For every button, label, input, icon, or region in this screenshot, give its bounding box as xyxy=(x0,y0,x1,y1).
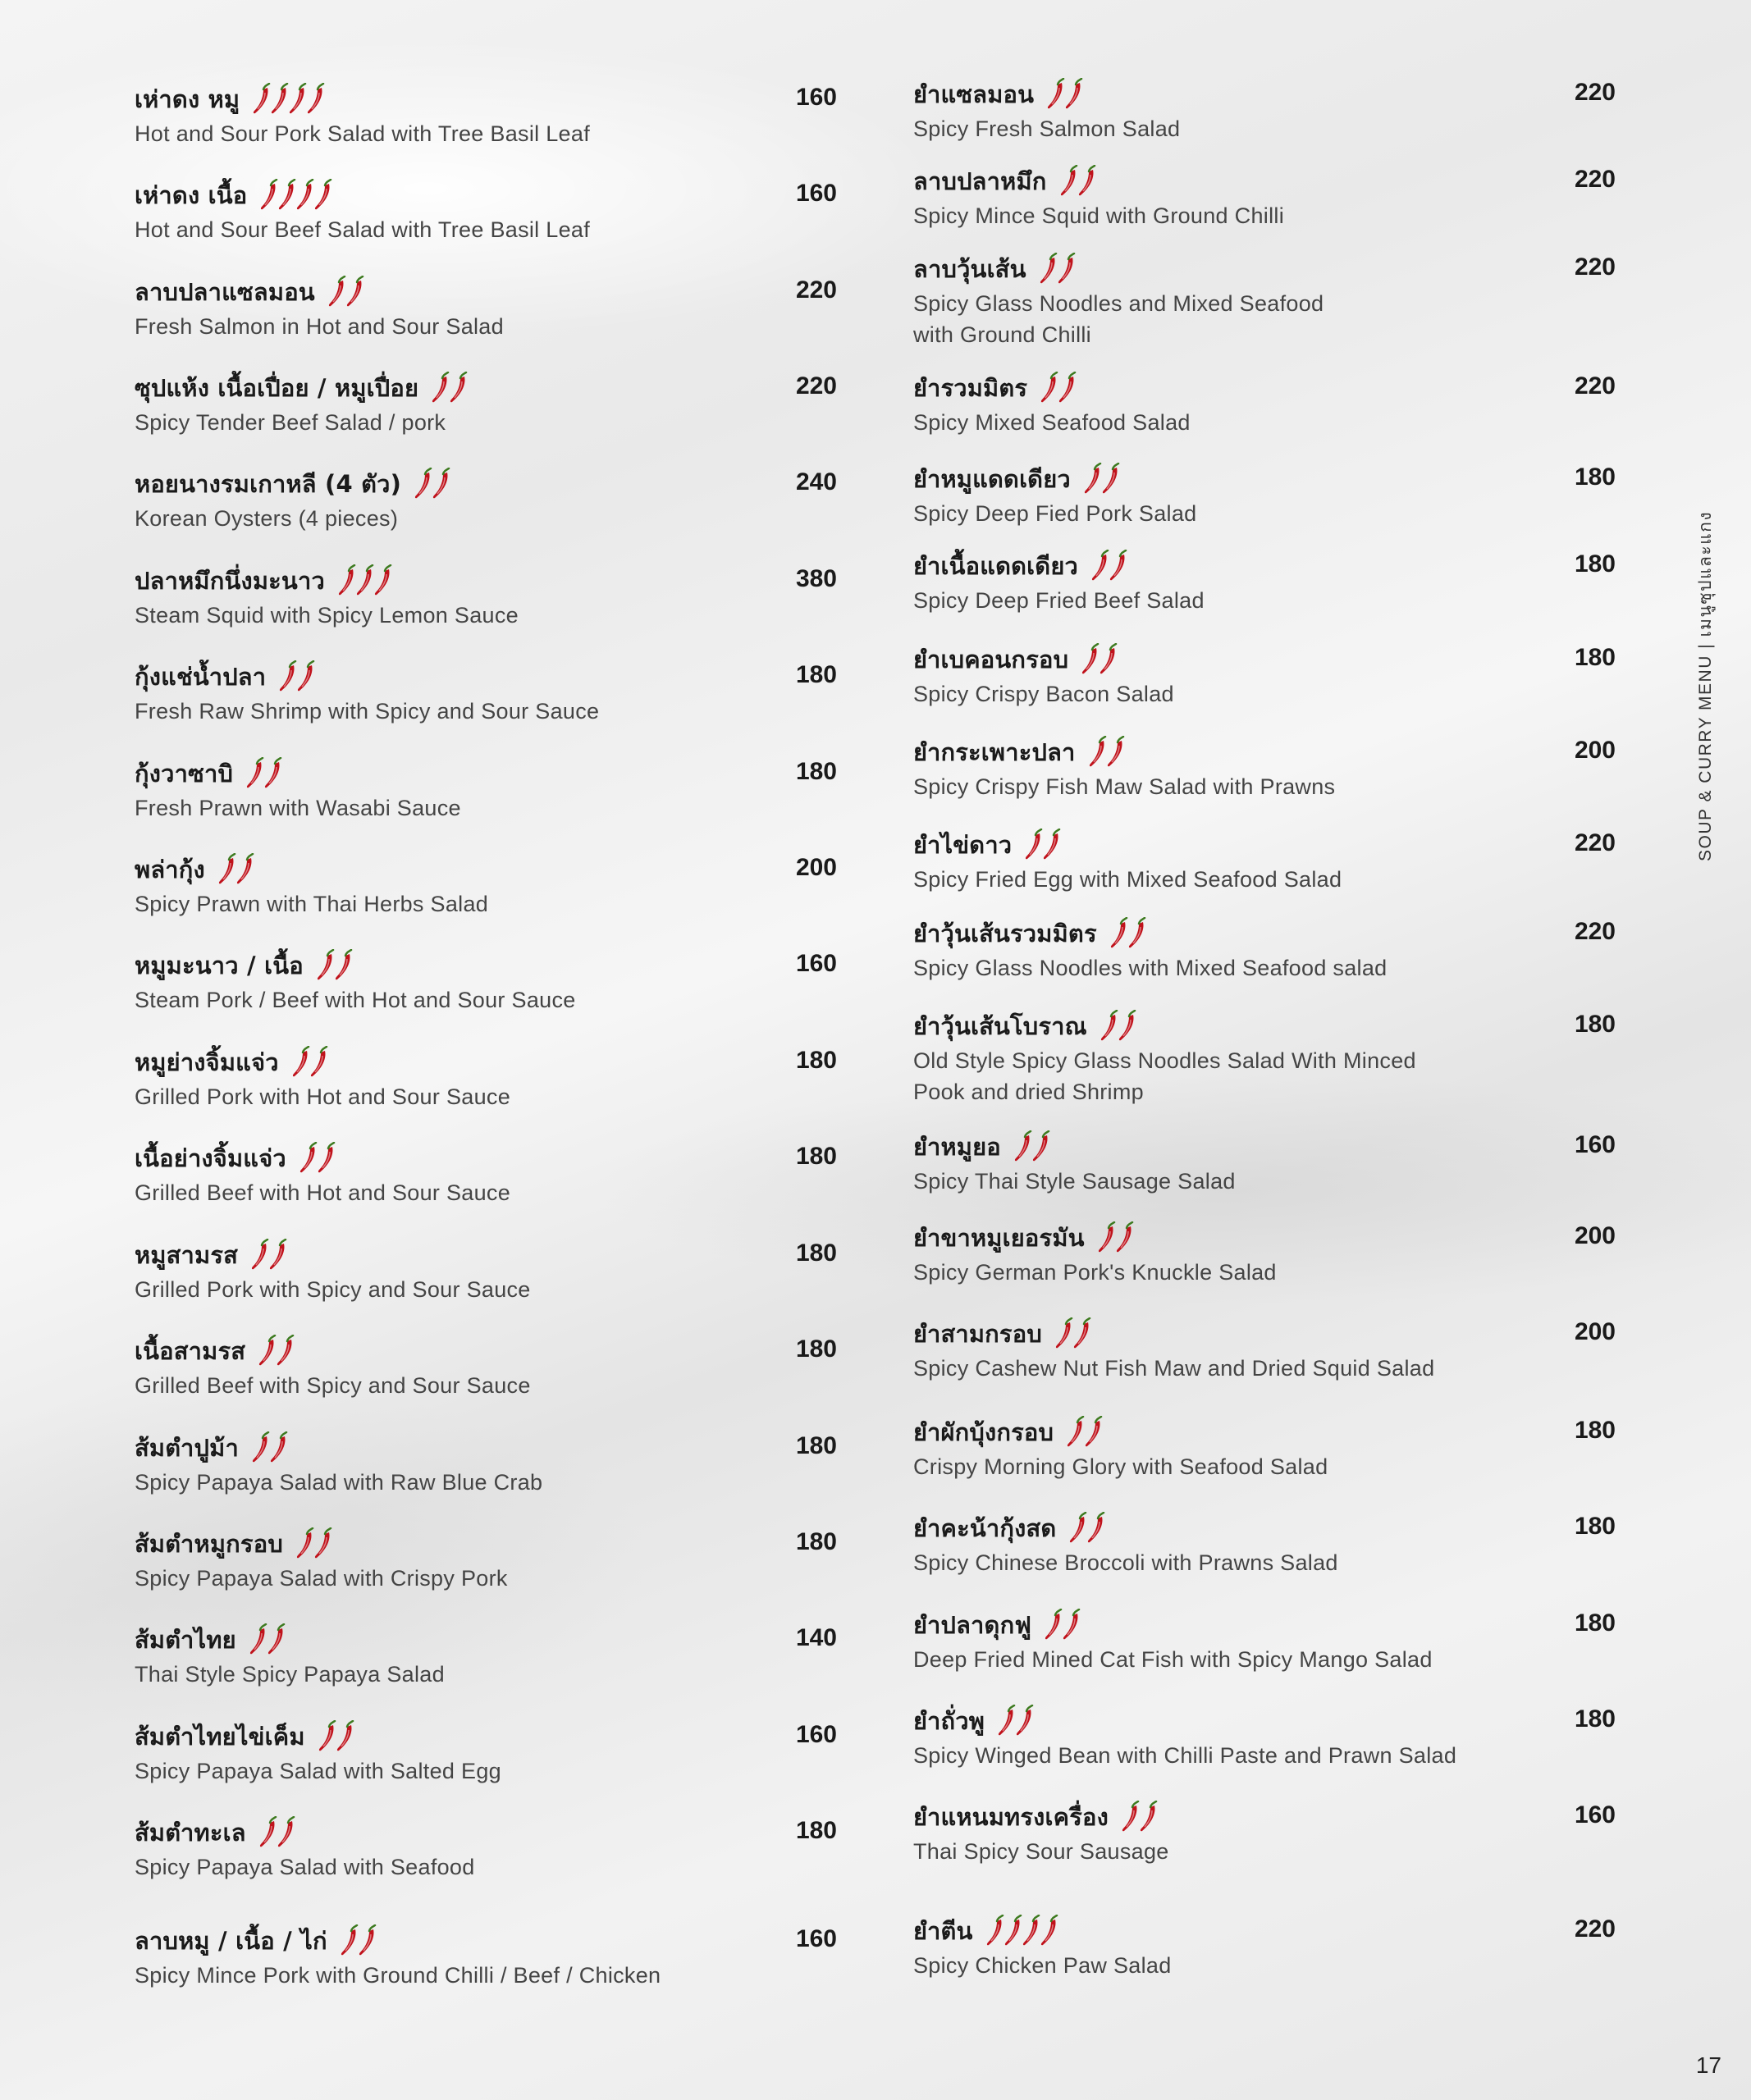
menu-item-thai-name: ยำแซลมอน xyxy=(913,80,1035,108)
menu-item-name-line xyxy=(135,1043,837,1081)
menu-item-name-line xyxy=(135,1525,837,1563)
menu-item-name-line xyxy=(913,1509,1616,1547)
menu-item-name-line xyxy=(135,1621,837,1659)
menu-item-english-description: Fresh Raw Shrimp with Spicy and Sour Sauce xyxy=(135,699,600,724)
spice-level-indicator xyxy=(1043,1609,1079,1641)
menu-item-english-description: Steam Squid with Spicy Lemon Sauce xyxy=(135,603,519,628)
menu-item-name-line xyxy=(913,1128,1616,1166)
menu-item-thai-name: เนื้อย่างจิ้มแจ่ว xyxy=(135,1144,286,1172)
spice-level-indicator xyxy=(1038,253,1074,285)
chili-icon xyxy=(305,83,327,116)
menu-item-name-line xyxy=(135,658,837,696)
chili-icon xyxy=(1072,1317,1093,1350)
menu-item xyxy=(913,1219,1616,1288)
menu-item-english-description: Spicy Mince Squid with Ground Chilli xyxy=(913,203,1284,228)
chili-icon xyxy=(1098,643,1119,676)
chili-icon xyxy=(313,179,334,212)
menu-item-english-description: Fresh Prawn with Wasabi Sauce xyxy=(135,796,461,820)
menu-item-name-line xyxy=(135,851,837,888)
menu-item-price: 240 xyxy=(795,468,837,495)
menu-item-english-description: Spicy Thai Style Sausage Salad xyxy=(913,1169,1236,1194)
menu-item xyxy=(913,641,1616,710)
menu-item xyxy=(135,1621,837,1690)
menu-item-english-description: Grilled Beef with Hot and Sour Sauce xyxy=(135,1180,511,1205)
menu-item-price: 220 xyxy=(1574,1915,1616,1942)
menu-item-english-description: Spicy Fresh Salmon Salad xyxy=(913,116,1181,141)
menu-item-price: 180 xyxy=(1574,463,1616,491)
menu-item-thai-name: ยำกระเพาะปลา xyxy=(913,738,1076,766)
menu-item-thai-name: ยำหมูยอ xyxy=(913,1133,1001,1161)
menu-item-price: 180 xyxy=(795,1239,837,1267)
menu-item-price: 180 xyxy=(795,1432,837,1459)
menu-item-price: 220 xyxy=(1574,166,1616,193)
chili-icon xyxy=(1117,1010,1138,1043)
menu-item-english-description: Grilled Pork with Spicy and Sour Sauce xyxy=(135,1277,531,1302)
menu-item-name-line xyxy=(913,1606,1616,1644)
menu-item xyxy=(913,250,1616,350)
menu-item-price: 180 xyxy=(795,1817,837,1844)
menu-item-english-description: Spicy Deep Fried Beef Salad xyxy=(913,588,1205,613)
menu-item-english-description: Spicy Deep Fied Pork Salad xyxy=(913,501,1197,526)
menu-item-name-line xyxy=(135,1922,837,1960)
menu-item xyxy=(913,369,1616,438)
menu-item-price: 180 xyxy=(1574,1609,1616,1637)
menu-item-price: 200 xyxy=(1574,1318,1616,1345)
menu-item-name-line xyxy=(135,947,837,984)
menu-item-name-line xyxy=(913,641,1616,678)
menu-item-thai-name: เห่าดง หมู xyxy=(135,85,240,113)
spice-level-indicator xyxy=(217,853,253,886)
chili-icon xyxy=(275,1335,296,1367)
menu-item-thai-name: กุ้งแช่น้ำปลา xyxy=(135,663,267,691)
menu-item-name-line xyxy=(135,80,837,118)
menu-item-price: 200 xyxy=(1574,737,1616,764)
menu-item xyxy=(135,273,837,342)
menu-item-thai-name: ยำตีน xyxy=(913,1917,973,1945)
chili-icon xyxy=(1061,1609,1082,1641)
menu-item-english-description: Spicy Crispy Bacon Salad xyxy=(913,682,1174,706)
chili-icon xyxy=(268,1431,290,1464)
menu-item-thai-name: ลาบวุ้นเส้น xyxy=(913,255,1026,283)
menu-item-thai-name: เห่าดง เนื้อ xyxy=(135,181,248,209)
spice-level-indicator xyxy=(996,1705,1032,1737)
menu-item-english-description: Spicy Mince Pork with Ground Chilli / Beef / Chicken xyxy=(135,1963,661,1988)
menu-item-english-description: Spicy Cashew Nut Fish Maw and Dried Squid Salad xyxy=(913,1356,1435,1381)
menu-item-thai-name: ปลาหมึกนึ่งมะนาว xyxy=(135,567,325,595)
menu-item-thai-name: หมูย่างจิ้มแจ่ว xyxy=(135,1048,279,1076)
menu-item-price: 220 xyxy=(795,372,837,399)
menu-item-thai-name: หอยนางรมเกาหลี (4 ตัว) xyxy=(135,470,402,498)
spice-level-indicator xyxy=(249,1239,286,1271)
menu-item-thai-name: ลาบหมู / เนื้อ / ไก่ xyxy=(135,1927,327,1955)
chili-icon xyxy=(1083,1416,1104,1449)
menu-item-name-line xyxy=(135,369,837,407)
chili-icon xyxy=(357,1924,378,1957)
menu-item-price: 220 xyxy=(1574,372,1616,399)
menu-item xyxy=(135,1236,837,1305)
menu-item-price: 180 xyxy=(1574,1705,1616,1732)
menu-item-thai-name: ยำถั่วพู xyxy=(913,1707,985,1735)
menu-item-english-description: Crispy Morning Glory with Seafood Salad xyxy=(913,1454,1328,1479)
menu-item-thai-name: กุ้งวาซาบิ xyxy=(135,760,234,788)
menu-item-english-description: Spicy Chinese Broccoli with Prawns Salad xyxy=(913,1550,1338,1575)
menu-item-price: 180 xyxy=(1574,1011,1616,1038)
menu-item-thai-name: ยำคะน้ากุ้งสด xyxy=(913,1514,1057,1542)
spice-level-indicator xyxy=(1039,372,1075,404)
spice-level-indicator xyxy=(327,276,363,308)
menu-item-english-description: Thai Spicy Sour Sausage xyxy=(913,1839,1169,1864)
spice-level-indicator xyxy=(257,1335,293,1367)
menu-item-price: 140 xyxy=(795,1624,837,1651)
spice-level-indicator xyxy=(430,372,466,404)
menu-item xyxy=(913,1912,1616,1981)
menu-item-name-line xyxy=(135,1429,837,1467)
menu-item-price: 160 xyxy=(1574,1801,1616,1828)
menu-item-name-line xyxy=(913,1315,1616,1353)
spice-level-indicator xyxy=(1054,1317,1090,1350)
spice-level-indicator xyxy=(336,564,391,597)
menu-item-english-description: Pook and dried Shrimp xyxy=(913,1080,1144,1104)
spice-level-indicator xyxy=(1013,1130,1049,1163)
menu-item xyxy=(135,851,837,920)
menu-item-name-line xyxy=(913,547,1616,585)
menu-item-thai-name: ส้มตำปูม้า xyxy=(135,1434,239,1462)
menu-item-english-description: Hot and Sour Pork Salad with Tree Basil Leaf xyxy=(135,121,590,146)
menu-item-english-description: Steam Pork / Beef with Hot and Sour Sauce xyxy=(135,988,576,1012)
menu-item xyxy=(913,1606,1616,1675)
menu-item-english-description: Spicy Winged Bean with Chilli Paste and Prawn Salad xyxy=(913,1743,1457,1768)
menu-item-name-line xyxy=(913,369,1616,407)
menu-item-price: 180 xyxy=(795,1528,837,1555)
menu-item-thai-name: ยำไข่ดาว xyxy=(913,831,1013,859)
menu-item-thai-name: ยำผักบุ้งกรอบ xyxy=(913,1418,1054,1446)
chili-icon xyxy=(276,1816,297,1849)
spice-level-indicator xyxy=(295,1527,331,1560)
menu-item xyxy=(913,460,1616,529)
chili-icon xyxy=(1041,829,1063,861)
menu-item-price: 160 xyxy=(1574,1131,1616,1158)
menu-item-english-description: Spicy German Pork's Knuckle Salad xyxy=(913,1260,1277,1285)
menu-item-name-line xyxy=(135,1814,837,1851)
menu-item xyxy=(913,1798,1616,1867)
spice-level-indicator xyxy=(413,468,449,500)
spice-level-indicator xyxy=(298,1142,334,1175)
menu-item-thai-name: ยำหมูแดดเดียว xyxy=(913,465,1071,493)
menu-item-name-line xyxy=(913,915,1616,952)
menu-item-english-description: Spicy Papaya Salad with Seafood xyxy=(135,1855,475,1879)
menu-item-name-line xyxy=(135,176,837,214)
chili-icon xyxy=(235,853,256,886)
menu-item xyxy=(135,1429,837,1498)
menu-item-thai-name: ลาบปลาแซลมอน xyxy=(135,278,315,306)
spice-level-indicator xyxy=(317,1720,353,1753)
menu-item xyxy=(135,1814,837,1883)
menu-item xyxy=(135,947,837,1016)
menu-item xyxy=(913,547,1616,616)
menu-item-name-line xyxy=(913,1912,1616,1950)
menu-item xyxy=(135,176,837,245)
menu-item-price: 180 xyxy=(795,1143,837,1170)
spice-level-indicator xyxy=(1058,165,1095,198)
menu-item-thai-name: ยำขาหมูเยอรมัน xyxy=(913,1224,1085,1252)
menu-item-name-line xyxy=(135,273,837,311)
menu-item-thai-name: พล่ากุ้ง xyxy=(135,856,205,883)
menu-item-name-line xyxy=(913,1219,1616,1257)
menu-item-thai-name: ยำเบคอนกรอบ xyxy=(913,646,1069,673)
menu-item-english-description: Spicy Glass Noodles with Mixed Seafood salad xyxy=(913,956,1388,980)
menu-item xyxy=(135,562,837,631)
menu-item xyxy=(135,80,837,149)
menu-item-english-description: Spicy Glass Noodles and Mixed Seafood xyxy=(913,291,1324,316)
spice-level-indicator xyxy=(250,1431,286,1464)
menu-item-thai-name: ส้มตำหมูกรอบ xyxy=(135,1530,283,1558)
menu-item-price: 160 xyxy=(795,950,837,977)
spice-level-indicator xyxy=(1080,643,1116,676)
menu-item-english-description: Spicy Papaya Salad with Salted Egg xyxy=(135,1759,501,1783)
spice-level-indicator xyxy=(1109,917,1145,950)
menu-item xyxy=(135,369,837,438)
menu-item-thai-name: หมูสามรส xyxy=(135,1241,239,1269)
menu-item-thai-name: ยำรวมมิตร xyxy=(913,374,1028,402)
chili-icon xyxy=(1077,165,1098,198)
spice-level-indicator xyxy=(1045,78,1081,111)
menu-item xyxy=(913,1702,1616,1771)
chili-icon xyxy=(333,949,354,982)
menu-item-thai-name: ส้มตำไทยไข่เค็ม xyxy=(135,1723,305,1751)
spice-level-indicator xyxy=(1090,550,1126,582)
spice-level-indicator xyxy=(1023,829,1059,861)
menu-item-price: 200 xyxy=(795,854,837,881)
chili-icon xyxy=(316,1142,337,1175)
menu-item-name-line xyxy=(913,1798,1616,1836)
menu-item xyxy=(913,826,1616,895)
chili-icon xyxy=(1031,1130,1052,1163)
menu-item-english-description: Spicy Chicken Paw Salad xyxy=(913,1953,1172,1978)
chili-icon xyxy=(373,564,394,597)
menu-item-thai-name: ยำวุ้นเส้นโบราณ xyxy=(913,1012,1087,1040)
menu-item-price: 160 xyxy=(795,84,837,111)
spice-level-indicator xyxy=(985,1915,1057,1947)
menu-item xyxy=(135,465,837,534)
menu-item-thai-name: ยำเนื้อแดดเดียว xyxy=(913,552,1079,580)
menu-item-english-description: Spicy Papaya Salad with Raw Blue Crab xyxy=(135,1470,543,1495)
menu-item-thai-name: ยำปลาดุกฟู xyxy=(913,1611,1032,1639)
menu-item xyxy=(913,1007,1616,1107)
chili-icon xyxy=(309,1046,330,1079)
chili-icon xyxy=(1057,372,1078,404)
menu-item xyxy=(913,1413,1616,1482)
menu-item-name-line xyxy=(913,250,1616,288)
menu-item-thai-name: ซุปแห้ง เนื้อเปื่อย / หมูเปื่อย xyxy=(135,374,419,402)
menu-item-price: 180 xyxy=(795,1047,837,1074)
spice-level-indicator xyxy=(339,1924,375,1957)
menu-item-name-line xyxy=(135,1718,837,1755)
chili-icon xyxy=(1063,78,1085,111)
menu-item-thai-name: ยำแหนมทรงเครื่อง xyxy=(913,1803,1109,1831)
menu-item-english-description: Spicy Papaya Salad with Crispy Pork xyxy=(135,1566,508,1591)
menu-item-name-line xyxy=(135,755,837,792)
menu-item xyxy=(913,162,1616,231)
menu-item-price: 180 xyxy=(1574,644,1616,671)
spice-level-indicator xyxy=(1096,1221,1132,1254)
menu-item-thai-name: ยำวุ้นเส้นรวมมิตร xyxy=(913,920,1097,947)
spice-level-indicator xyxy=(277,660,313,693)
spice-level-indicator xyxy=(258,1816,294,1849)
chili-icon xyxy=(1100,463,1122,495)
menu-item-thai-name: ส้มตำทะเล xyxy=(135,1819,246,1847)
menu-item xyxy=(913,1128,1616,1197)
chili-icon xyxy=(345,276,366,308)
menu-item-english-description: with Ground Chilli xyxy=(913,322,1091,347)
menu-item-price: 160 xyxy=(795,1721,837,1748)
menu-item xyxy=(913,1509,1616,1578)
chili-icon xyxy=(295,660,317,693)
menu-item-name-line xyxy=(913,1413,1616,1451)
menu-item-price: 180 xyxy=(795,758,837,785)
menu-item-name-line xyxy=(913,75,1616,113)
menu-item xyxy=(913,75,1616,144)
menu-item-price: 160 xyxy=(795,180,837,207)
chili-icon xyxy=(1086,1512,1107,1545)
menu-item-name-line xyxy=(913,162,1616,200)
menu-item xyxy=(913,1315,1616,1384)
menu-item-thai-name: ยำสามกรอบ xyxy=(913,1320,1042,1348)
menu-item-english-description: Spicy Fried Egg with Mixed Seafood Salad xyxy=(913,867,1342,892)
spice-level-indicator xyxy=(1068,1512,1104,1545)
menu-item-price: 180 xyxy=(1574,1417,1616,1444)
menu-item-price: 220 xyxy=(1574,829,1616,856)
chili-icon xyxy=(1138,1801,1159,1833)
chili-icon xyxy=(1114,1221,1136,1254)
menu-item-english-description: Spicy Crispy Fish Maw Salad with Prawns xyxy=(913,774,1336,799)
menu-item-english-description: Spicy Prawn with Thai Herbs Salad xyxy=(135,892,489,916)
chili-icon xyxy=(263,757,284,790)
page-number: 17 xyxy=(1695,2052,1721,2078)
spice-level-indicator xyxy=(1087,736,1123,769)
menu-item xyxy=(135,1718,837,1787)
spice-level-indicator xyxy=(1099,1010,1135,1043)
menu-item-english-description: Old Style Spicy Glass Noodles Salad With Minced xyxy=(913,1048,1416,1073)
menu-item-name-line xyxy=(135,1332,837,1370)
menu-item-english-description: Spicy Tender Beef Salad / pork xyxy=(135,410,446,435)
section-side-label: SOUP & CURRY MENU | เมนูซุปและแกง xyxy=(1696,510,1715,861)
menu-item-price: 180 xyxy=(795,1335,837,1363)
menu-item xyxy=(135,1332,837,1401)
chili-icon xyxy=(1014,1705,1036,1737)
menu-item-name-line xyxy=(135,1236,837,1274)
spice-level-indicator xyxy=(251,83,323,116)
chili-icon xyxy=(1039,1915,1060,1947)
menu-item-name-line xyxy=(135,1139,837,1177)
menu-item-english-description: Hot and Sour Beef Salad with Tree Basil Leaf xyxy=(135,217,591,242)
menu-item-english-description: Thai Style Spicy Papaya Salad xyxy=(135,1662,445,1687)
chili-icon xyxy=(448,372,469,404)
menu-item-name-line xyxy=(913,1007,1616,1045)
menu-item xyxy=(135,1139,837,1208)
chili-icon xyxy=(267,1239,289,1271)
menu-item-name-line xyxy=(135,562,837,600)
menu-item-english-description: Grilled Pork with Hot and Sour Sauce xyxy=(135,1084,511,1109)
menu-item xyxy=(135,1043,837,1112)
chili-icon xyxy=(313,1527,334,1560)
spice-level-indicator xyxy=(258,179,331,212)
menu-item-thai-name: เนื้อสามรส xyxy=(135,1337,246,1365)
menu-item-price: 200 xyxy=(1574,1222,1616,1249)
spice-level-indicator xyxy=(315,949,351,982)
menu-item-english-description: Spicy Mixed Seafood Salad xyxy=(913,410,1191,435)
chili-icon xyxy=(335,1720,356,1753)
menu-item-price: 160 xyxy=(795,1925,837,1952)
chili-icon xyxy=(1127,917,1148,950)
menu-item xyxy=(913,733,1616,802)
chili-icon xyxy=(1108,550,1129,582)
menu-item xyxy=(913,915,1616,984)
menu-item xyxy=(135,658,837,727)
menu-item-english-description: Korean Oysters (4 pieces) xyxy=(135,506,399,531)
spice-level-indicator xyxy=(1065,1416,1101,1449)
menu-item-english-description: Fresh Salmon in Hot and Sour Salad xyxy=(135,314,504,339)
menu-item xyxy=(135,755,837,824)
menu-item-thai-name: ลาบปลาหมึก xyxy=(913,167,1047,195)
menu-item-english-description: Deep Fried Mined Cat Fish with Spicy Mango Salad xyxy=(913,1647,1433,1672)
spice-level-indicator xyxy=(1120,1801,1156,1833)
menu-item-price: 380 xyxy=(795,565,837,592)
menu-item xyxy=(135,1922,837,1991)
menu-item-name-line xyxy=(135,465,837,503)
menu-item xyxy=(135,1525,837,1594)
menu-item-thai-name: ส้มตำไทย xyxy=(135,1626,236,1654)
menu-item-price: 220 xyxy=(1574,79,1616,106)
menu-item-name-line xyxy=(913,460,1616,498)
chili-icon xyxy=(266,1623,287,1656)
chili-icon xyxy=(1105,736,1127,769)
menu-item-thai-name: หมูมะนาว / เนื้อ xyxy=(135,952,304,979)
menu-item-english-description: Grilled Beef with Spicy and Sour Sauce xyxy=(135,1373,531,1398)
menu-item-price: 180 xyxy=(795,661,837,688)
chili-icon xyxy=(1056,253,1077,285)
spice-level-indicator xyxy=(245,757,281,790)
menu-item-price: 220 xyxy=(795,276,837,304)
chili-icon xyxy=(431,468,452,500)
menu-item-price: 220 xyxy=(1574,918,1616,945)
menu-item-price: 180 xyxy=(1574,1513,1616,1540)
menu-item-name-line xyxy=(913,826,1616,864)
spice-level-indicator xyxy=(248,1623,284,1656)
menu-item-name-line xyxy=(913,733,1616,771)
menu-item-price: 220 xyxy=(1574,253,1616,281)
menu-item-name-line xyxy=(913,1702,1616,1740)
spice-level-indicator xyxy=(1082,463,1118,495)
menu-item-price: 180 xyxy=(1574,550,1616,578)
spice-level-indicator xyxy=(290,1046,327,1079)
